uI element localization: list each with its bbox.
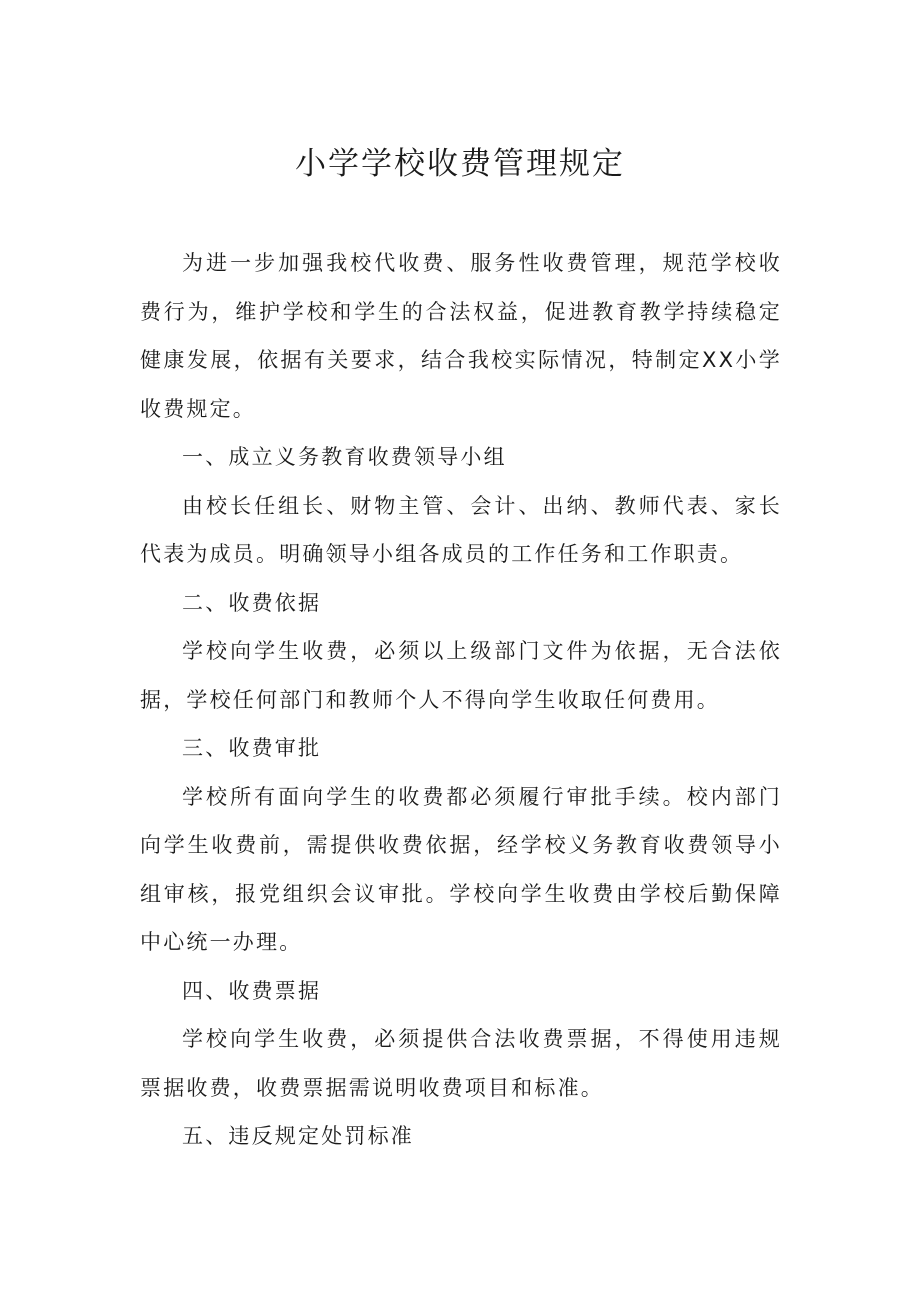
section-paragraph-2: 学校向学生收费，必须以上级部门文件为依据，无合法依据，学校任何部门和教师个人不得向学生收取任何费用。 — [140, 639, 782, 712]
section-paragraph-4: 学校向学生收费，必须提供合法收费票据，不得使用违规票据收费，收费票据需说明收费项目和标准。 — [140, 1027, 782, 1100]
section-heading-5: 五、违反规定处罚标准 — [182, 1124, 414, 1148]
section-heading-4: 四、收费票据 — [182, 978, 322, 1003]
document-body — [140, 239, 782, 1161]
section-heading-3: 三、收费审批 — [182, 736, 322, 760]
section-paragraph-3: 学校所有面向学生的收费都必须履行审批手续。校内部门向学生收费前，需提供收费依据，经学校义务教育收费领导小组审核，报党组织会议审批。学校向学生收费由学校后勤保障中心统一办理。 — [140, 784, 782, 954]
section-heading-1: 一、成立义务教育收费领导小组 — [182, 445, 507, 469]
document-title: 小学学校收费管理规定 — [295, 146, 625, 182]
intro-paragraph: 为进一步加强我校代收费、服务性收费管理，规范学校收费行为，维护学校和学生的合法权益，促进教育教学持续稳定健康发展，依据有关要求，结合我校实际情况，特制定XX小学收费规定。 — [140, 251, 782, 421]
section-paragraph-1: 由校长任组长、财物主管、会计、出纳、教师代表、家长代表为成员。明确领导小组各成员的工作任务和工作职责。 — [140, 493, 782, 566]
section-heading-2: 二、收费依据 — [182, 590, 322, 615]
